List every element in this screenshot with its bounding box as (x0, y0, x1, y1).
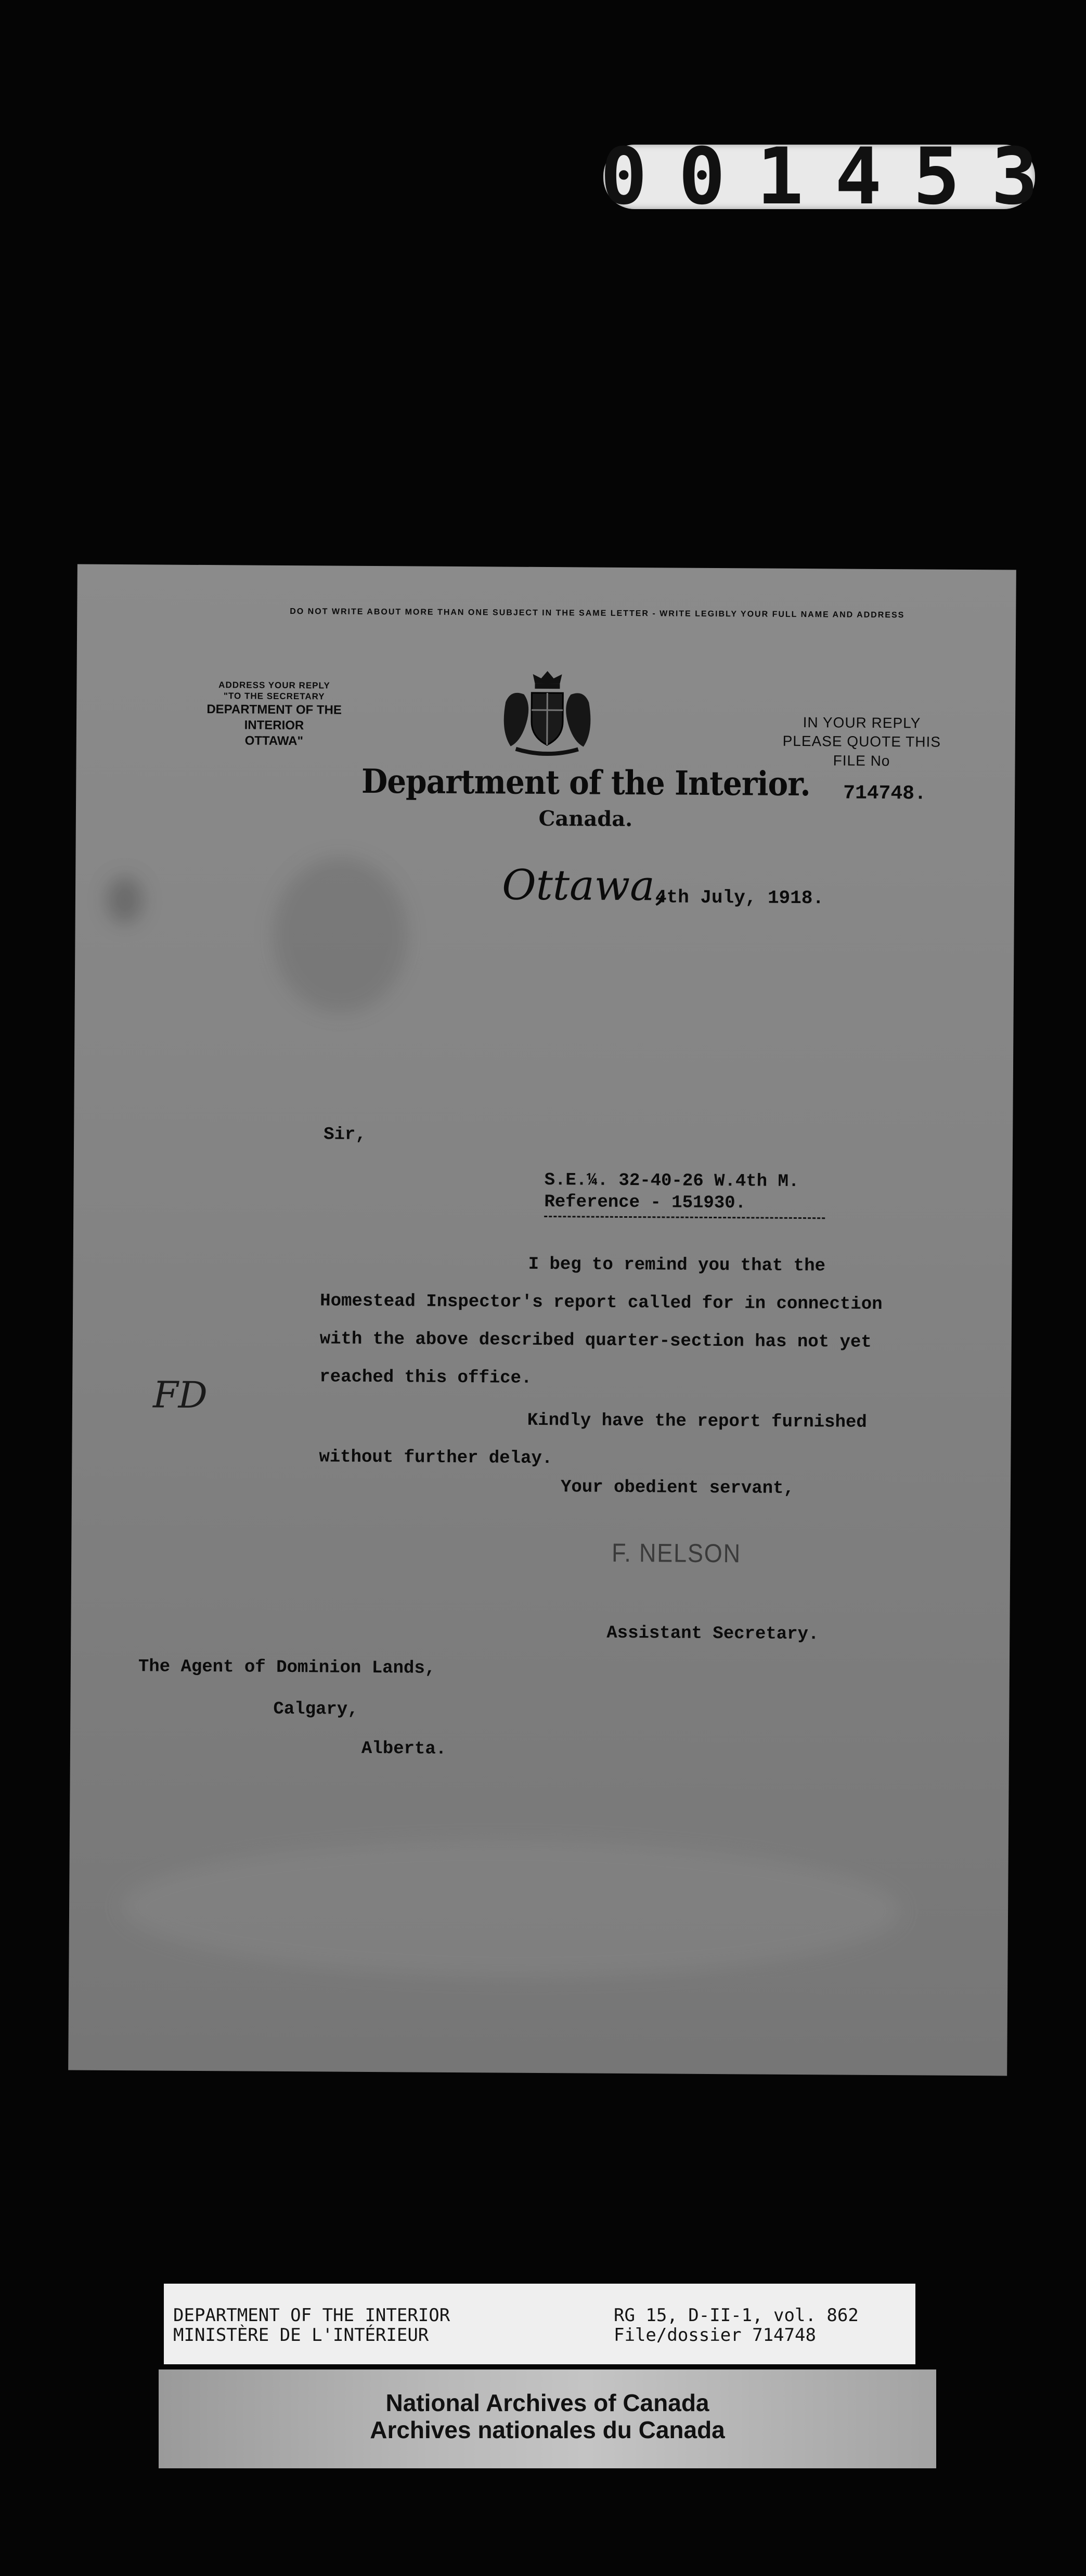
frame-number: 001453 (600, 132, 1069, 222)
department-heading: Department of the Interior. (361, 762, 810, 804)
address-reply-block (180, 679, 368, 750)
archive-file: File/dossier 714748 (614, 2325, 816, 2346)
archive-dept-fr: MINISTÈRE DE L'INTÉRIEUR (173, 2325, 429, 2346)
complimentary-close: Your obedient servant, (560, 1477, 795, 1499)
letter-date: 4th July, 1918. (655, 886, 824, 909)
signature-stamp: F. NELSON (611, 1538, 742, 1568)
signer-title: Assistant Secretary. (606, 1623, 819, 1645)
coat-of-arms-icon (495, 665, 600, 757)
paragraph-2-text: Kindly have the report furnished without further delay. (319, 1410, 867, 1469)
address-reply-line-1: ADDRESS YOUR REPLY (218, 680, 330, 691)
address-reply-line-2: "TO THE SECRETARY (223, 691, 325, 702)
addressee-line-2: Calgary, (273, 1699, 358, 1720)
address-reply-line-3: DEPARTMENT OF THE INTERIOR (206, 702, 342, 732)
reply-line-3: FILE No (833, 752, 890, 769)
archive-dept-en: DEPARTMENT OF THE INTERIOR (173, 2305, 450, 2326)
country-heading: Canada. (538, 806, 633, 832)
address-reply-line-4: OTTAWA" (244, 733, 303, 748)
archives-name-en: National Archives of Canada (385, 2389, 709, 2416)
land-description: S.E.¼. 32-40-26 W.4th M. (544, 1170, 799, 1192)
place-of-writing: Ottawa, (501, 860, 668, 910)
reply-line-2: PLEASE QUOTE THIS (782, 733, 941, 751)
archives-banner (159, 2369, 936, 2468)
body-paragraph-1 (319, 1244, 913, 1400)
reference-number: Reference - 151930. (544, 1192, 746, 1214)
reference-underline (544, 1216, 825, 1219)
salutation: Sir, (324, 1125, 366, 1145)
archives-name-fr: Archives nationales du Canada (370, 2416, 725, 2443)
reply-line-1: IN YOUR REPLY (803, 714, 921, 731)
addressee-line-3: Alberta. (361, 1738, 447, 1759)
margin-annotation: FD (152, 1373, 208, 1417)
letter-page (68, 564, 1016, 2076)
body-paragraph-2 (319, 1400, 912, 1480)
reply-instructions (768, 713, 955, 771)
file-number: 714748. (843, 782, 926, 805)
letterhead-warning: DO NOT WRITE ABOUT MORE THAN ONE SUBJECT IN THE SAME LETTER - WRITE LEGIBLY YOUR FULL NAME AND ADDRESS (290, 607, 905, 620)
addressee-line-1: The Agent of Dominion Lands, (138, 1657, 436, 1679)
archive-reference: RG 15, D-II-1, vol. 862 (614, 2305, 859, 2326)
archive-label (164, 2284, 915, 2364)
paragraph-1-text: I beg to remind you that the Homestead Inspector's report called for in connection with the above described quarter-section has not yet reached this office. (319, 1254, 883, 1388)
